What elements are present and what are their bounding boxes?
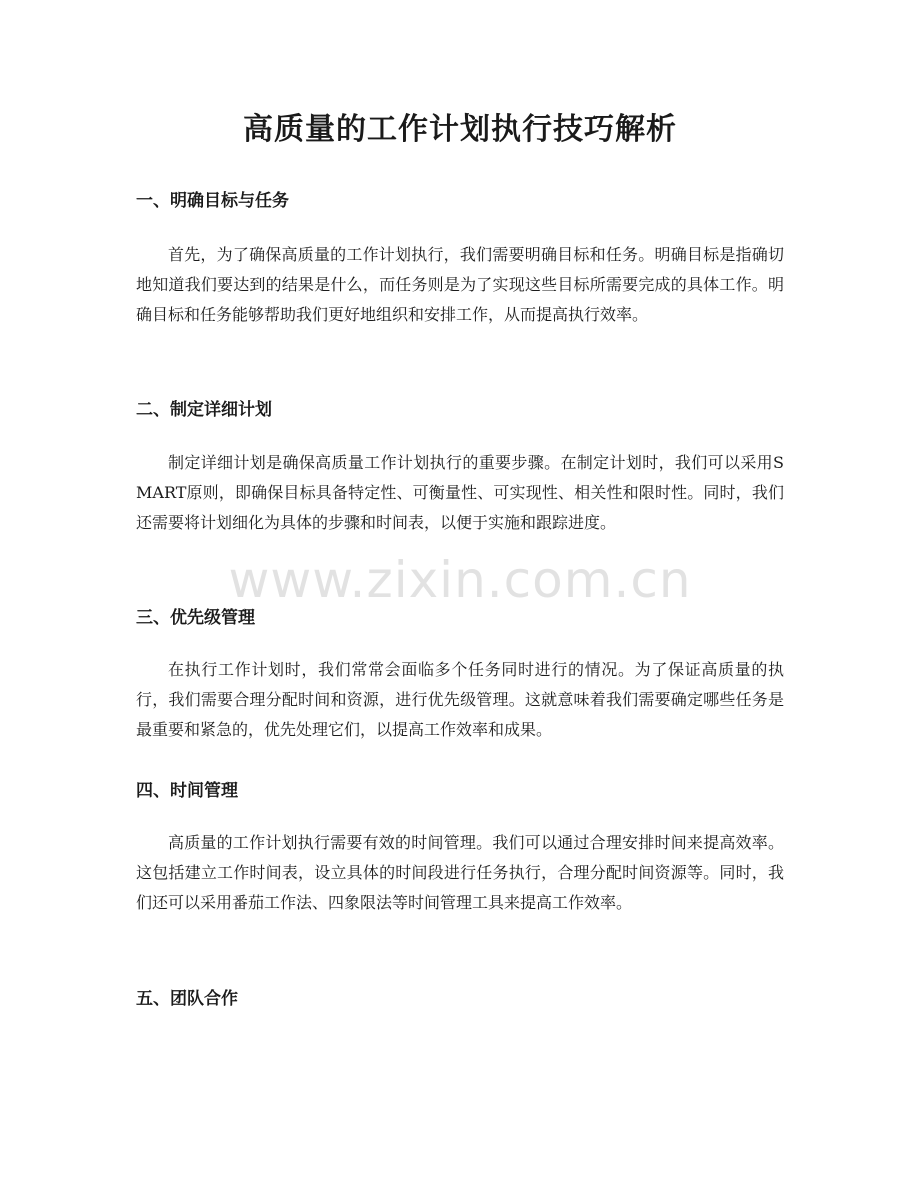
section-heading-3: 三、优先级管理 bbox=[136, 608, 255, 628]
section-paragraph-1: 首先，为了确保高质量的工作计划执行，我们需要明确目标和任务。明确目标是指确切地知道我们要达到的结果是什么，而任务则是为了实现这些目标所需要完成的具体工作。明确目标和任务能够帮助我们更好地组织和安排工作，从而提高执行效率。 bbox=[136, 245, 784, 324]
section-heading-5: 五、团队合作 bbox=[136, 989, 238, 1009]
section-paragraph-3: 在执行工作计划时，我们常常会面临多个任务同时进行的情况。为了保证高质量的执行，我们需要合理分配时间和资源，进行优先级管理。这就意味着我们需要确定哪些任务是最重要和紧急的，优先处理它们，以提高工作效率和成果。 bbox=[136, 660, 784, 739]
watermark: www.zixin.com.cn bbox=[228, 551, 692, 609]
document-title: 高质量的工作计划执行技巧解析 bbox=[243, 112, 677, 147]
section-paragraph-2: 制定详细计划是确保高质量工作计划执行的重要步骤。在制定计划时，我们可以采用SMART原则，即确保目标具备特定性、可衡量性、可实现性、相关性和限时性。同时，我们还需要将计划细化为具体的步骤和时间表，以便于实施和跟踪进度。 bbox=[136, 453, 784, 532]
section-heading-4: 四、时间管理 bbox=[136, 781, 238, 801]
section-paragraph-4: 高质量的工作计划执行需要有效的时间管理。我们可以通过合理安排时间来提高效率。这包括建立工作时间表，设立具体的时间段进行任务执行，合理分配时间资源等。同时，我们还可以采用番茄工作法、四象限法等时间管理工具来提高工作效率。 bbox=[136, 833, 784, 912]
section-heading-2: 二、制定详细计划 bbox=[136, 400, 272, 420]
section-heading-1: 一、明确目标与任务 bbox=[136, 191, 289, 211]
